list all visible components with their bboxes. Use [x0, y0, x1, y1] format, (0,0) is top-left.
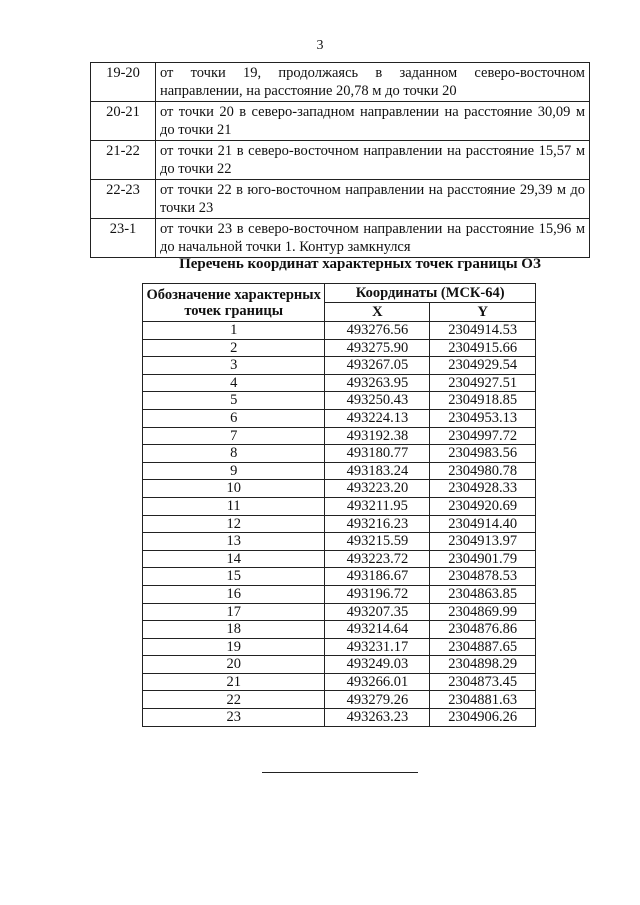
table-row [143, 621, 536, 639]
page-number: 3 [316, 38, 324, 53]
coord-x: 493186.67 [325, 568, 430, 586]
coord-x: 493231.17 [325, 638, 430, 656]
coord-y: 2304920.69 [430, 497, 536, 515]
table-row [143, 638, 536, 656]
table-row [143, 480, 536, 498]
segment-description: от точки 22 в юго-восточном направлении на расстояние 29,39 м до точки 23 [156, 180, 590, 219]
header-point-designation: Обозначение характерных точек границы [143, 284, 325, 322]
segment-row [91, 63, 590, 102]
coord-x: 493207.35 [325, 603, 430, 621]
header-coordinates: Координаты (МСК-64) [325, 284, 536, 303]
coord-y: 2304873.45 [430, 673, 536, 691]
point-number: 10 [143, 480, 325, 498]
point-number: 11 [143, 497, 325, 515]
table-row [143, 409, 536, 427]
coord-y: 2304878.53 [430, 568, 536, 586]
coord-y: 2304929.54 [430, 357, 536, 375]
segment-description: от точки 23 в северо-восточном направлении на расстояние 15,96 м до начальной точки 1. Контур замкнулся [156, 219, 590, 258]
header-y: Y [430, 303, 536, 322]
coord-y: 2304915.66 [430, 339, 536, 357]
table-row [143, 339, 536, 357]
segment-row [91, 219, 590, 258]
point-number: 2 [143, 339, 325, 357]
table-row [143, 392, 536, 410]
segment-id: 23-1 [91, 219, 156, 258]
table-row [143, 691, 536, 709]
table-row [143, 533, 536, 551]
segment-description: от точки 20 в северо-западном направлении на расстояние 30,09 м до точки 21 [156, 102, 590, 141]
coord-y: 2304928.33 [430, 480, 536, 498]
coord-x: 493266.01 [325, 673, 430, 691]
point-number: 4 [143, 374, 325, 392]
point-number: 3 [143, 357, 325, 375]
coord-x: 493275.90 [325, 339, 430, 357]
table-row [143, 656, 536, 674]
point-number: 23 [143, 709, 325, 727]
coord-y: 2304869.99 [430, 603, 536, 621]
coord-x: 493216.23 [325, 515, 430, 533]
point-number: 8 [143, 445, 325, 463]
coord-y: 2304918.85 [430, 392, 536, 410]
table-row [143, 427, 536, 445]
point-number: 22 [143, 691, 325, 709]
coord-x: 493223.20 [325, 480, 430, 498]
coord-x: 493267.05 [325, 357, 430, 375]
segment-row [91, 102, 590, 141]
coord-x: 493192.38 [325, 427, 430, 445]
point-number: 13 [143, 533, 325, 551]
point-number: 6 [143, 409, 325, 427]
point-number: 21 [143, 673, 325, 691]
point-number: 1 [143, 322, 325, 340]
coord-x: 493223.72 [325, 550, 430, 568]
coord-y: 2304913.97 [430, 533, 536, 551]
coord-x: 493214.64 [325, 621, 430, 639]
table-row [143, 445, 536, 463]
table-row [143, 550, 536, 568]
coord-y: 2304953.13 [430, 409, 536, 427]
table-row [143, 709, 536, 727]
coord-x: 493276.56 [325, 322, 430, 340]
point-number: 7 [143, 427, 325, 445]
segment-row [91, 180, 590, 219]
table-row [143, 374, 536, 392]
coords-table-title: Перечень координат характерных точек границы ОЗ [179, 256, 541, 272]
coordinates-table [142, 283, 536, 727]
segment-id: 22-23 [91, 180, 156, 219]
segment-id: 21-22 [91, 141, 156, 180]
table-row [143, 585, 536, 603]
header-row-1 [143, 284, 536, 303]
coord-x: 493215.59 [325, 533, 430, 551]
segment-id: 20-21 [91, 102, 156, 141]
table-row [143, 462, 536, 480]
header-x: X [325, 303, 430, 322]
table-row [143, 673, 536, 691]
point-number: 5 [143, 392, 325, 410]
point-number: 19 [143, 638, 325, 656]
table-row [143, 603, 536, 621]
coord-y: 2304914.40 [430, 515, 536, 533]
boundary-segments-table [90, 62, 590, 258]
coord-x: 493224.13 [325, 409, 430, 427]
coord-y: 2304980.78 [430, 462, 536, 480]
segment-description: от точки 21 в северо-восточном направлении на расстояние 15,57 м до точки 22 [156, 141, 590, 180]
point-number: 16 [143, 585, 325, 603]
coord-y: 2304914.53 [430, 322, 536, 340]
coord-x: 493180.77 [325, 445, 430, 463]
point-number: 18 [143, 621, 325, 639]
table-row [143, 357, 536, 375]
segment-description: от точки 19, продолжаясь в заданном северо-восточном направлении, на расстояние 20,78 м до точки 20 [156, 63, 590, 102]
table-row [143, 568, 536, 586]
table-row [143, 515, 536, 533]
coordinates-table-body [143, 322, 536, 727]
coord-y: 2304876.86 [430, 621, 536, 639]
coord-y: 2304887.65 [430, 638, 536, 656]
footer-divider [262, 772, 418, 773]
coord-y: 2304906.26 [430, 709, 536, 727]
coord-y: 2304927.51 [430, 374, 536, 392]
point-number: 15 [143, 568, 325, 586]
segment-row [91, 141, 590, 180]
coord-y: 2304863.85 [430, 585, 536, 603]
coord-x: 493196.72 [325, 585, 430, 603]
coord-x: 493263.95 [325, 374, 430, 392]
table-row [143, 322, 536, 340]
table-row [143, 497, 536, 515]
coord-y: 2304881.63 [430, 691, 536, 709]
coordinates-table-header [143, 284, 536, 322]
coord-x: 493250.43 [325, 392, 430, 410]
coord-y: 2304898.29 [430, 656, 536, 674]
coord-y: 2304997.72 [430, 427, 536, 445]
point-number: 9 [143, 462, 325, 480]
point-number: 14 [143, 550, 325, 568]
coord-x: 493183.24 [325, 462, 430, 480]
coord-y: 2304901.79 [430, 550, 536, 568]
point-number: 12 [143, 515, 325, 533]
segments-body [91, 63, 590, 258]
coord-x: 493211.95 [325, 497, 430, 515]
point-number: 17 [143, 603, 325, 621]
coord-y: 2304983.56 [430, 445, 536, 463]
coord-x: 493263.23 [325, 709, 430, 727]
point-number: 20 [143, 656, 325, 674]
coord-x: 493249.03 [325, 656, 430, 674]
coord-x: 493279.26 [325, 691, 430, 709]
segment-id: 19-20 [91, 63, 156, 102]
